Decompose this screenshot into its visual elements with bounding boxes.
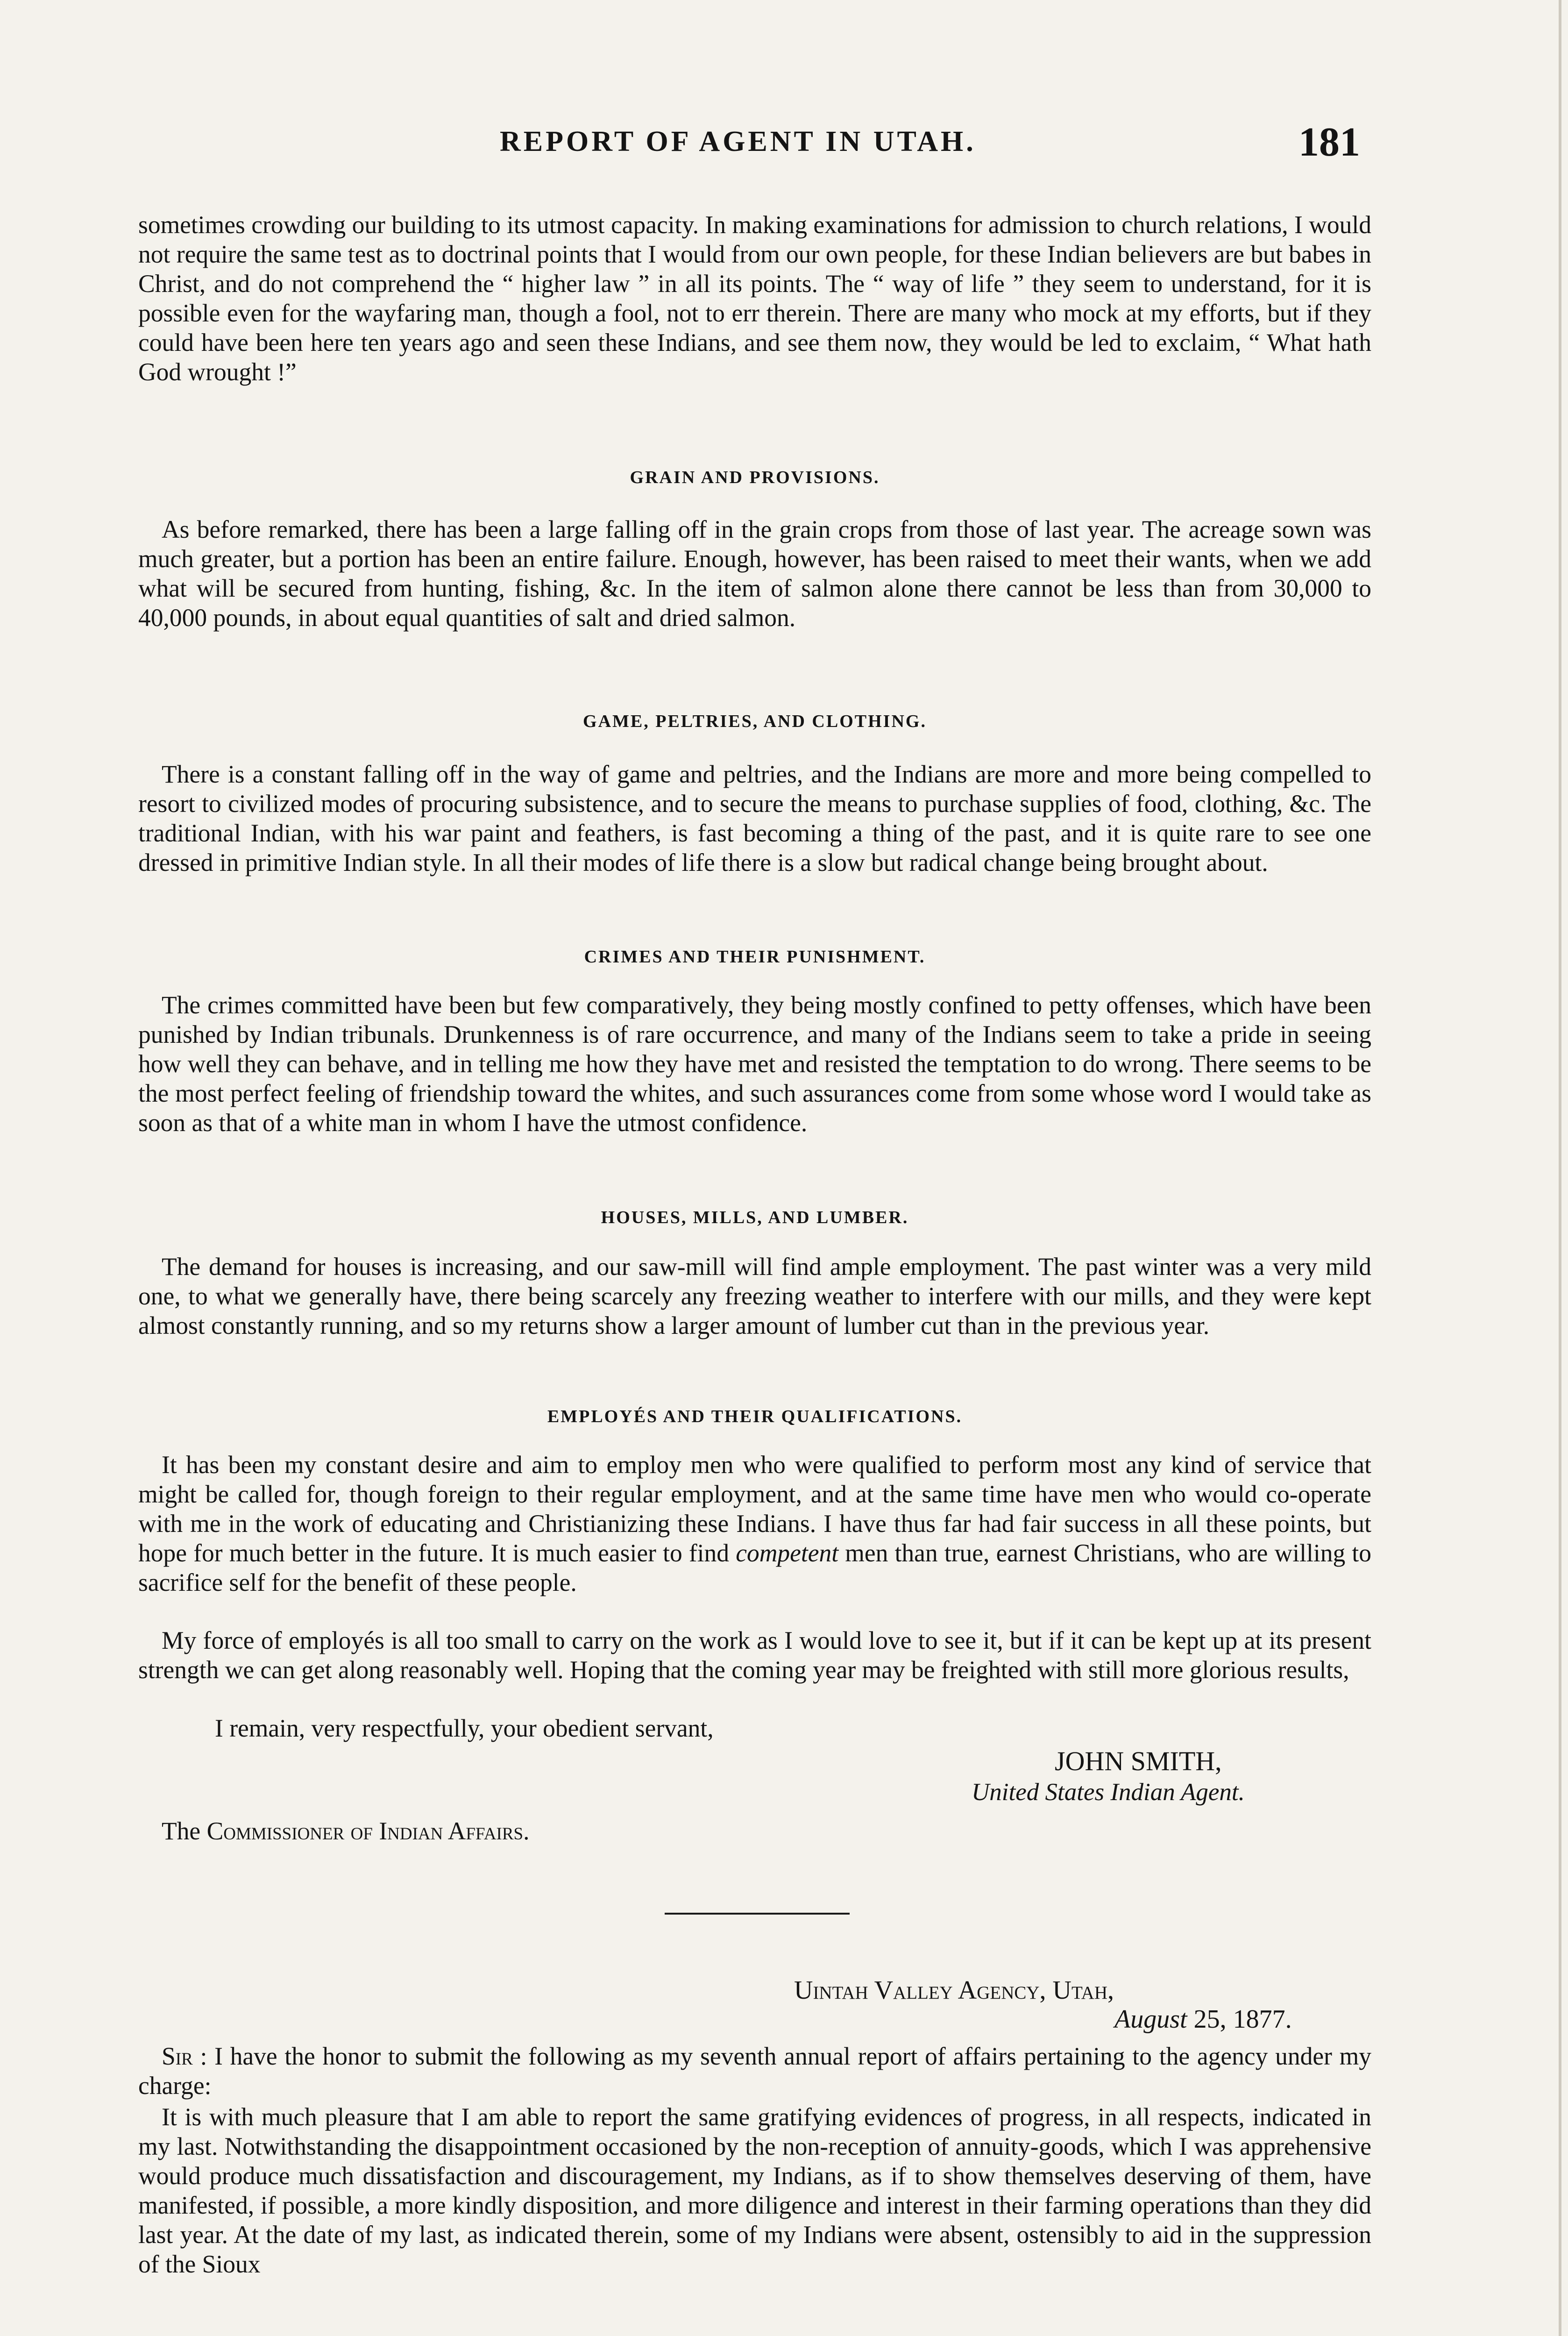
- page-number: 181: [1298, 120, 1360, 165]
- paragraph-text: : I have the honor to submit the following as my seventh annual report of affairs pertaining to the agency under my charge:: [138, 2042, 1371, 2100]
- section-heading-houses: HOUSES, MILLS, AND LUMBER.: [601, 1208, 909, 1227]
- page-edge: [1559, 0, 1561, 2336]
- section-heading-game: GAME, PELTRIES, AND CLOTHING.: [583, 712, 927, 731]
- letter-date: [1114, 2004, 1292, 2034]
- italic-word: competent: [736, 1539, 839, 1567]
- section-paragraph-crimes: The crimes committed have been but few comparatively, they being mostly confined to petty offenses, which have been punished by Indian tribunals. Drunkenness is of rare occurrence, and many of the Indians seem to take a pride in seeing how well they can behave, and in telling me how they have met and resisted the temptation to do wrong. There seems to be the most perfect feeling of friendship toward the whites, and such assurances come from some whose word I would take as soon as that of a white man in whom I have the utmost confidence.: [138, 991, 1371, 1137]
- signature-title: United States Indian Agent.: [972, 1779, 1245, 1806]
- section-heading-crimes: CRIMES AND THEIR PUNISHMENT.: [584, 947, 926, 967]
- section-paragraph-game: There is a constant falling off in the way of game and peltries, and the Indians are more and more being compelled to resort to civilized modes of procuring subsistence, and to secure the means to purchase supplies of food, clothing, &c. The traditional Indian, with his war paint and feathers, is fast becoming a thing of the past, and it is quite rare to see one dressed in primitive Indian style. In all their modes of life there is a slow but radical change being brought about.: [138, 760, 1371, 876]
- section-paragraph-grain: As before remarked, there has been a large falling off in the grain crops from those of last year. The acreage sown was much greater, but a portion has been an entire failure. Enough, however, has been raised to meet their wants, when we add what will be secured from hunting, fishing, &c. In the item of salmon alone there cannot be less than from 30,000 to 40,000 pounds, in about equal quantities of salt and dried salmon.: [138, 515, 1371, 632]
- closing-line: I remain, very respectfully, your obedient servant,: [215, 1714, 714, 1742]
- paragraph-text: It has been my constant desire and aim to employ men who were qualified to perform most any kind of service that might be called for, though foreign to their regular employment, and at the same time have men who would co-operate with me in the work of educating and Christianizing these Indians. I have thus far had fair success in all these points, but hope for much better in the future. It is much easier to find: [138, 1451, 1371, 1567]
- intro-paragraph: sometimes crowding our building to its utmost capacity. In making examinations for admission to church relations, I would not require the same test as to doctrinal points that I would from our own people, for these Indian believers are but babes in Christ, and do not comprehend the “ higher law ” in all its points. The “ way of life ” they seem to understand, for it is possible even for the wayfaring man, though a fool, not to err therein. There are many who mock at my efforts, but if they could have been here ten years ago and seen these Indians, and see them now, they would be led to exclaim, “ What hath God wrought !”: [138, 211, 1371, 386]
- salutation: Sir: [162, 2042, 193, 2070]
- letter-paragraph-2: It is with much pleasure that I am able to report the same gratifying evidences of progress, in all respects, indicated in my last. Notwithstanding the disappointment occasioned by the non-reception of annuity-goods, which I was apprehensive would produce much dissatisfaction and discouragement, my Indians, as if to show themselves deserving of them, have manifested, if possible, a more kindly disposition, and more diligence and interest in their farming operations than they did last year. At the date of my last, as indicated therein, some of my Indians were absent, ostensibly to aid in the suppression of the Sioux: [138, 2103, 1371, 2278]
- letter-place: Uintah Valley Agency, Utah,: [794, 1976, 1114, 2005]
- section-heading-grain: GRAIN AND PROVISIONS.: [630, 468, 880, 487]
- addressee-prefix: The: [162, 1817, 207, 1845]
- letter-paragraph-1: [138, 2042, 1371, 2101]
- section-paragraph-houses: The demand for houses is increasing, and our saw-mill will find ample employment. The past winter was a very mild one, to what we generally have, there being scarcely any freezing weather to interfere with our mills, and they were kept almost constantly running, and so my returns show a larger amount of lumber cut than in the previous year.: [138, 1253, 1371, 1339]
- addressee-name: Commissioner of Indian Affairs.: [206, 1817, 530, 1845]
- section-paragraph-employes: [138, 1450, 1371, 1597]
- section-divider: [665, 1913, 850, 1915]
- addressee: [162, 1816, 530, 1845]
- section-paragraph-employes-2: My force of employés is all too small to carry on the work as I would love to see it, but if it can be kept up at its present strength we can get along reasonably well. Hoping that the coming year may be freighted with still more glorious results,: [138, 1626, 1371, 1684]
- paragraph-text: men than true, earnest Christians, who are willing to sacrifice self for the benefit of these people.: [138, 1539, 1371, 1596]
- date-rest: 25, 1877.: [1187, 2005, 1292, 2034]
- section-heading-employes: EMPLOYÉS AND THEIR QUALIFICATIONS.: [547, 1407, 963, 1426]
- running-header: REPORT OF AGENT IN UTAH.: [500, 126, 976, 157]
- date-month: August: [1114, 2005, 1187, 2034]
- signature-name: JOHN SMITH,: [1055, 1746, 1222, 1776]
